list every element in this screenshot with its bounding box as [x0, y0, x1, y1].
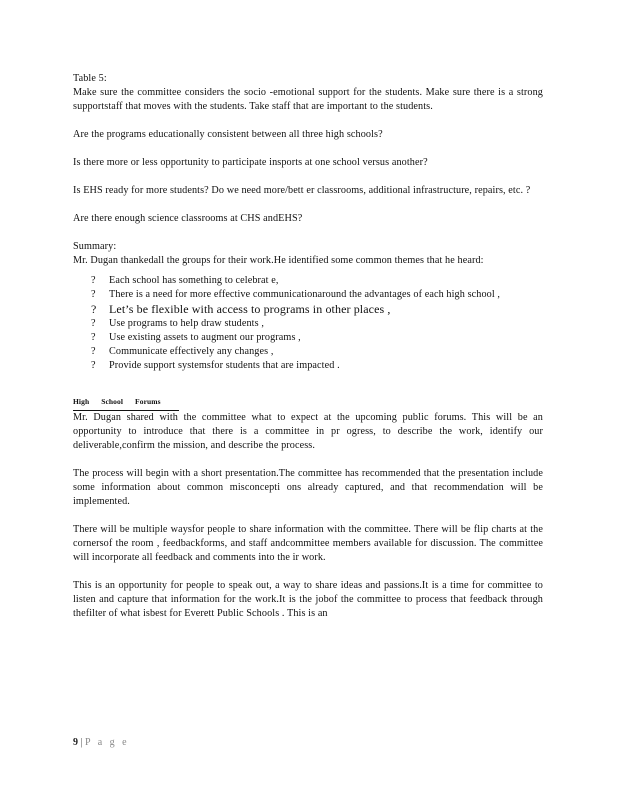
list-item: ? There is a need for more effective communicationaround the advantages of each high school , [91, 289, 501, 300]
bullet-marker: ? [91, 346, 96, 357]
summary-label: Summary: [73, 241, 117, 252]
list-item: ? Use existing assets to augment our programs , [91, 332, 301, 343]
table-label: Table 5: [73, 73, 107, 84]
section-heading: High School Forums [73, 395, 179, 411]
bullet-marker: ? [91, 360, 96, 371]
list-item: ? Let’s be flexible with access to programs in other places , [91, 302, 391, 316]
bullet-marker: ? [91, 332, 96, 343]
themes-list [73, 274, 543, 373]
page-footer [73, 737, 129, 748]
bullet-marker: ? [91, 302, 97, 316]
question-sports: Is there more or less opportunity to participate insports at one school versus another? [73, 157, 428, 168]
list-item: ? Communicate effectively any changes , [91, 346, 274, 357]
forums-paragraph-2: The process will begin with a short presentation.The committee has recommended that the presentation include some information about common misconcepti ons already captured, and that recommendation will be implemented. [73, 468, 543, 507]
forums-paragraph-1: Mr. Dugan shared with the committee what to expect at the upcoming public forums. This will be an opportunity to introduce that there is a committee in pr ogress, to describe the work, identify our deliverable,confirm the mission, and describe the process. [73, 412, 543, 451]
bullet-marker: ? [91, 289, 96, 300]
bullet-marker: ? [91, 318, 96, 329]
page-word: P a g e [85, 737, 130, 748]
bullet-marker: ? [91, 275, 96, 286]
page-number: 9 [73, 737, 78, 748]
table-paragraph: Make sure the committee considers the socio -emotional support for the students. Make sure there is a strong supportstaff that moves with the students. Take staff that are important to the students. [73, 87, 543, 112]
question-science: Are there enough science classrooms at CHS andEHS? [73, 213, 303, 224]
summary-text: Mr. Dugan thankedall the groups for their work.He identified some common themes that he heard: [73, 255, 484, 266]
footer-separator: | [80, 737, 83, 748]
forums-paragraph-4: This is an opportunity for people to speak out, a way to share ideas and passions.It is a time for committee to listen and capture that information for the work.It is the jobof the committee to process that feedback through thefilter of what isbest for Everett Public Schools . This is an [73, 580, 543, 619]
question-programs: Are the programs educationally consistent between all three high schools? [73, 129, 383, 140]
forums-paragraph-3: There will be multiple waysfor people to share information with the committee. There will be flip charts at the cornersof the room , feedbackforms, and staff andcommittee members available for discussion. The committee will incorporate all feedback and comments into the ir work. [73, 524, 543, 563]
question-ehs: Is EHS ready for more students? Do we need more/bett er classrooms, additional infrastructure, repairs, etc. ? [73, 185, 531, 196]
page-content [73, 72, 543, 621]
list-item: ? Use programs to help draw students , [91, 318, 264, 329]
list-item: ? Each school has something to celebrat e, [91, 275, 279, 286]
list-item: ? Provide support systemsfor students that are impacted . [91, 360, 340, 371]
